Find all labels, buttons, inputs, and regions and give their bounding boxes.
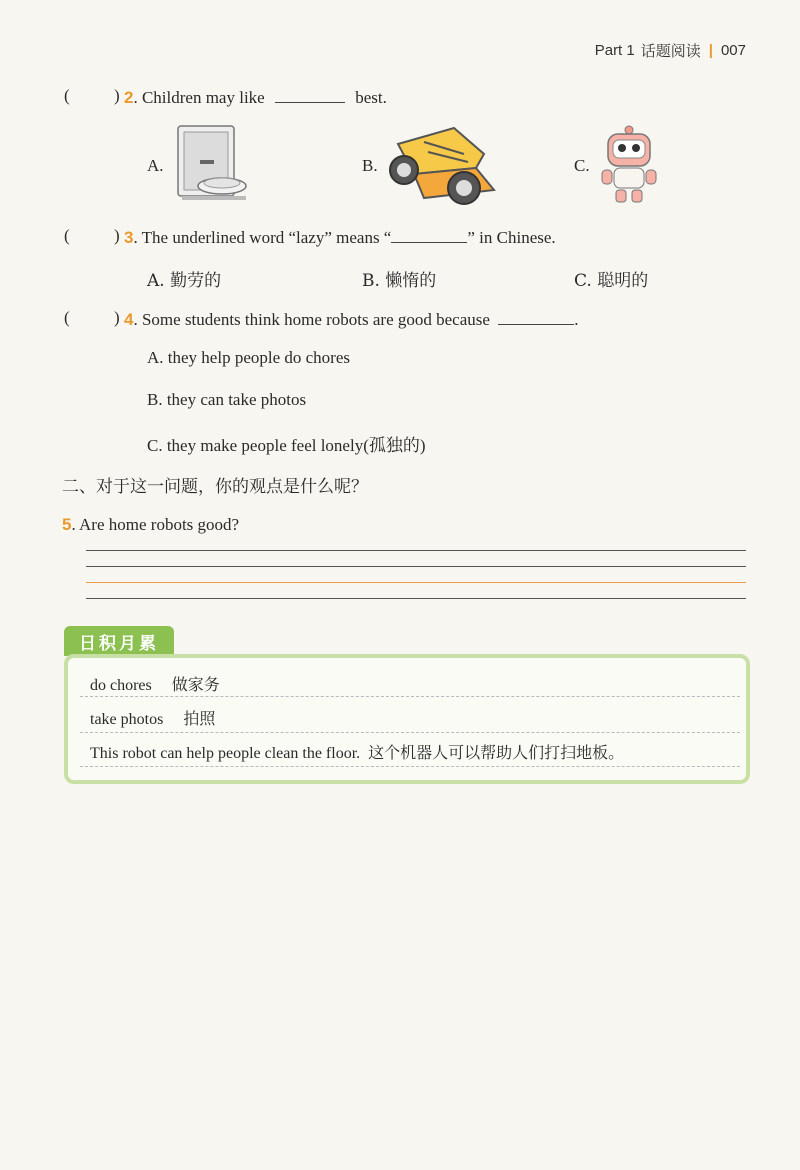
answer-line-4[interactable]	[86, 598, 746, 599]
robot-vacuum-icon	[174, 124, 250, 206]
notes-box	[64, 654, 750, 784]
q2-paren-close: )	[114, 86, 120, 105]
note-divider-1	[80, 696, 740, 697]
note-1-zh: 做家务	[171, 675, 220, 694]
q5-text: . Are home robots good?	[71, 515, 240, 534]
q2-option-b-letter: B.	[362, 156, 378, 175]
answer-line-3[interactable]	[86, 582, 746, 583]
part-label: Part 1	[594, 42, 635, 59]
q4-blank[interactable]	[498, 308, 574, 325]
q4-number: 4	[124, 310, 134, 329]
q3-option-a[interactable]: A. 勤劳的	[147, 271, 222, 291]
note-divider-3	[80, 766, 740, 767]
question-2	[124, 86, 387, 109]
toy-tank-icon	[384, 124, 500, 208]
toy-robot-icon	[598, 124, 660, 206]
q2-blank[interactable]	[275, 86, 345, 103]
note-1-en: do chores	[90, 677, 152, 694]
note-row-2	[90, 706, 215, 729]
note-row-1	[90, 672, 220, 695]
note-3-en: This robot can help people clean the floor.	[90, 745, 361, 762]
note-3-zh: 这个机器人可以帮助人们打扫地板。	[368, 743, 625, 762]
note-divider-2	[80, 732, 740, 733]
note-2-en: take photos	[90, 711, 164, 728]
note-row-3	[90, 740, 624, 763]
q2-number: 2	[124, 88, 134, 107]
page-header	[595, 40, 746, 61]
question-3	[124, 226, 556, 249]
q2-option-a-letter: A.	[147, 156, 164, 175]
q3-paren-close: )	[114, 226, 120, 245]
answer-line-2[interactable]	[86, 566, 746, 567]
header-divider: |	[708, 42, 713, 59]
q4-option-b[interactable]: B. they can take photos	[147, 390, 307, 409]
q4-option-c[interactable]: C. they make people feel lonely(孤独的)	[147, 436, 426, 455]
notes-title: 日积月累	[64, 626, 174, 656]
q2-paren-open: (	[64, 86, 70, 105]
answer-line-1[interactable]	[86, 550, 746, 551]
q4-option-a[interactable]: A. they help people do chores	[147, 348, 350, 367]
q3-text-after: ” in Chinese.	[467, 228, 556, 247]
question-4	[124, 308, 578, 331]
q5-number: 5	[62, 515, 72, 534]
page-number: 007	[720, 42, 746, 59]
q3-option-b[interactable]: B. 懒惰的	[362, 271, 437, 291]
q2-text-before: . Children may like	[133, 88, 265, 107]
q3-option-c[interactable]: C. 聪明的	[574, 271, 649, 291]
q3-text-before: . The underlined word “lazy” means “	[133, 228, 392, 247]
q4-paren-open: (	[64, 308, 70, 327]
question-5	[62, 514, 239, 536]
q2-option-c-letter: C.	[574, 156, 590, 175]
topic-label: 话题阅读	[640, 42, 701, 60]
q2-text-after: best.	[355, 88, 387, 107]
q4-text-after: .	[574, 310, 579, 329]
section-2-heading: 二、对于这一问题，你的观点是什么呢？	[62, 477, 368, 497]
q3-blank[interactable]	[391, 226, 467, 243]
q3-paren-open: (	[64, 226, 70, 245]
note-2-zh: 拍照	[183, 709, 216, 728]
q3-number: 3	[124, 228, 134, 247]
q4-text-before: . Some students think home robots are good because	[133, 310, 490, 329]
q4-paren-close: )	[114, 308, 120, 327]
